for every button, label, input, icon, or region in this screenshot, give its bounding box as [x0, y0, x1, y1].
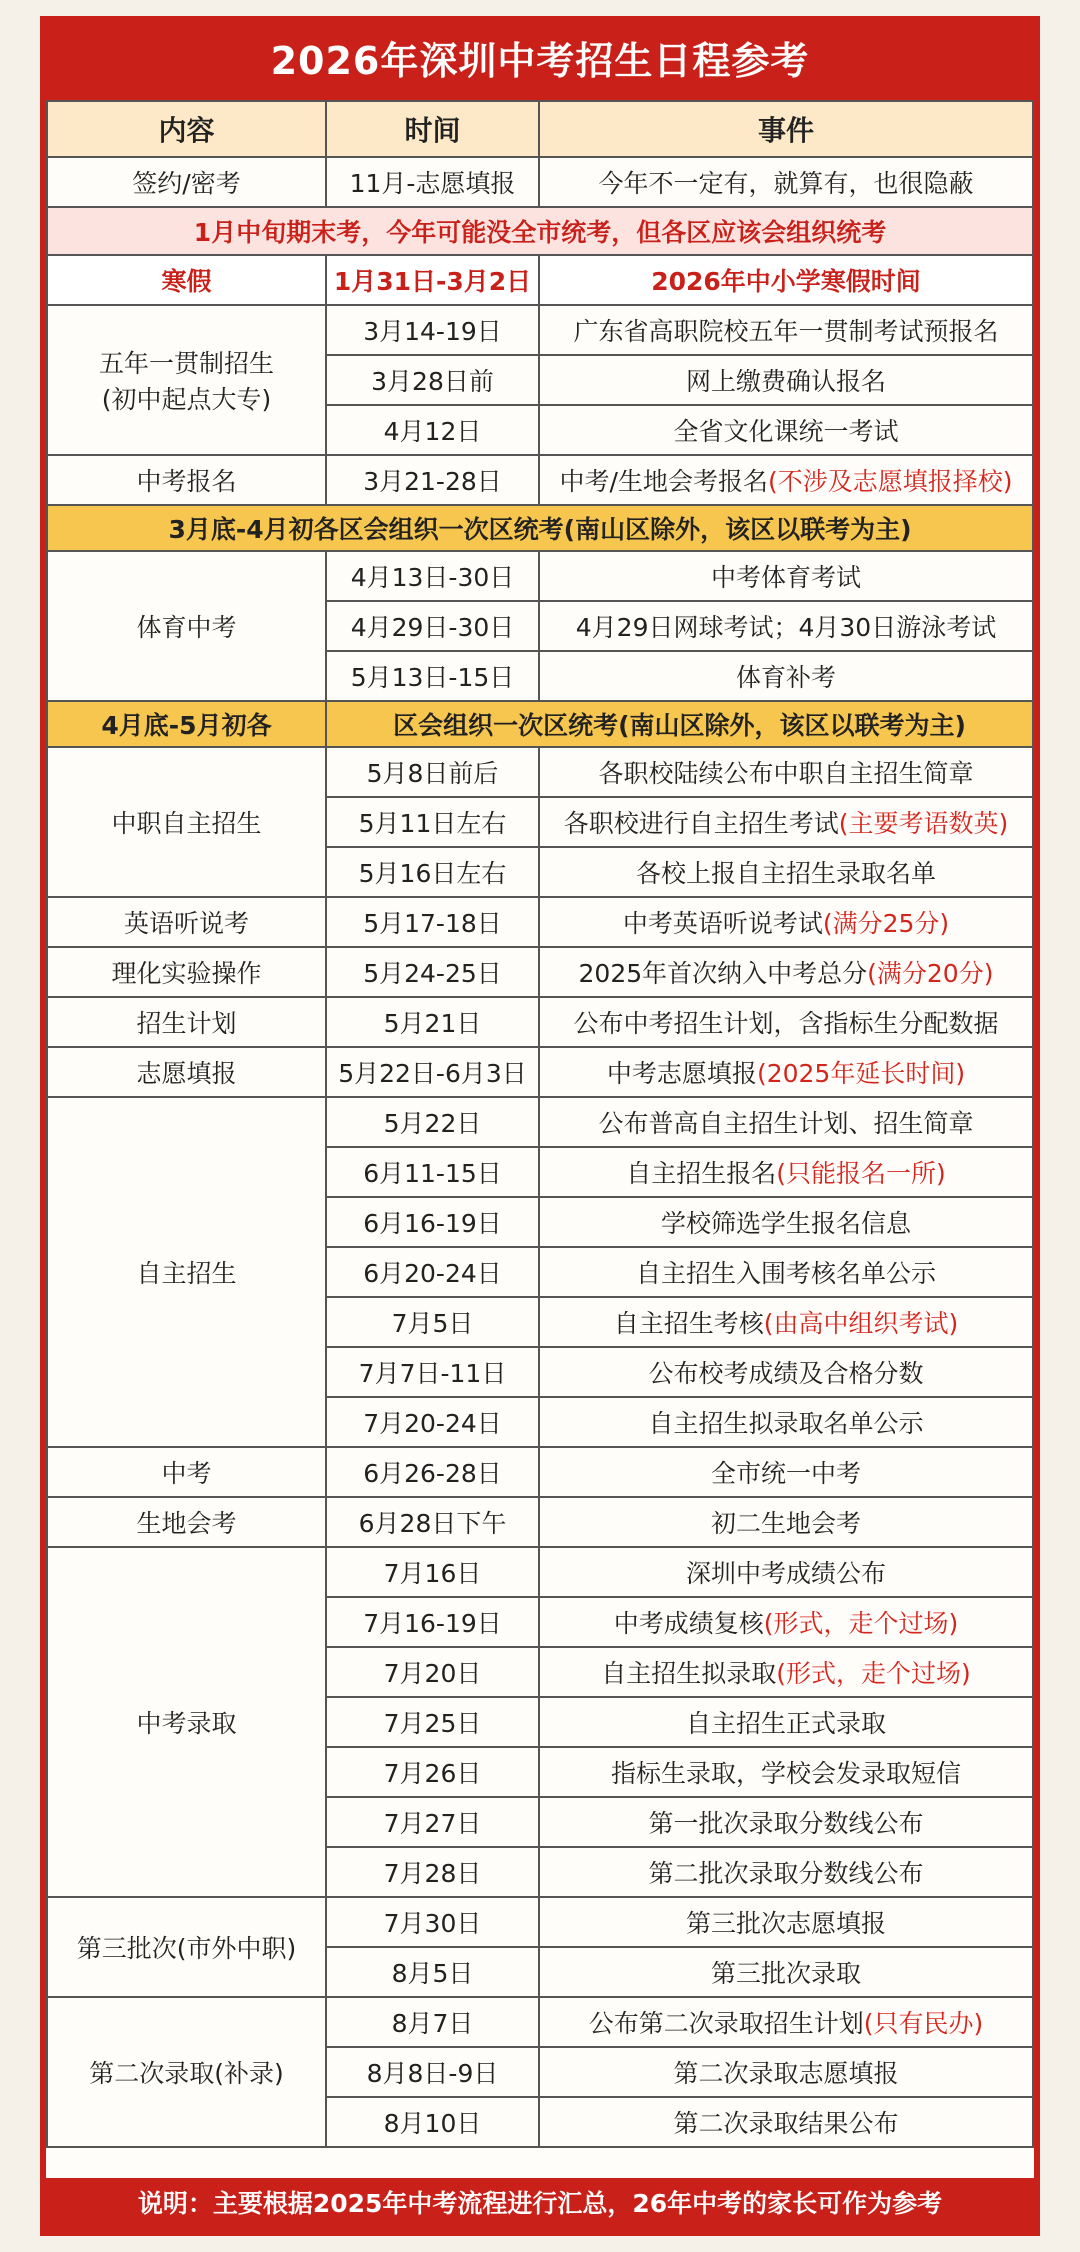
table-row: [47, 1497, 1033, 1547]
banner-text-right: 区会组织一次区统考(南山区除外，该区以联考为主): [326, 701, 1033, 747]
table-row: [47, 1047, 1033, 1097]
table-row: [47, 1097, 1033, 1147]
header-event: 事件: [539, 101, 1033, 157]
header-time: 时间: [326, 101, 539, 157]
row-event: 广东省高职院校五年一贯制考试预报名: [539, 305, 1033, 355]
row-category: 中考报名: [47, 455, 326, 505]
event-text: 自主招生报名: [626, 1159, 777, 1188]
event-note: (形式，走个过场): [776, 1659, 971, 1688]
row-time: 6月20-24日: [326, 1247, 539, 1297]
footer-note: 说明：主要根据2025年中考流程进行汇总，26年中考的家长可作为参考: [46, 2178, 1034, 2230]
row-event: [539, 1197, 1033, 1247]
row-category: 理化实验操作: [47, 947, 326, 997]
table-row: [47, 897, 1033, 947]
row-category: 英语听说考: [47, 897, 326, 947]
row-event: 今年不一定有，就算有，也很隐蔽: [539, 157, 1033, 207]
table-row: [47, 1897, 1033, 1947]
row-time: 5月16日左右: [326, 847, 539, 897]
banner-row: [47, 701, 1033, 747]
row-time: 6月11-15日: [326, 1147, 539, 1197]
row-event: [539, 747, 1033, 797]
row-time: 5月17-18日: [326, 897, 539, 947]
event-text: 自主招生正式录取: [685, 1709, 886, 1738]
header-content: 内容: [47, 101, 326, 157]
schedule-table: [46, 100, 1034, 2148]
table-row: [47, 1447, 1033, 1497]
row-event: [539, 1397, 1033, 1447]
event-text: 各校上报自主招生录取名单: [635, 859, 936, 888]
event-text: 各职校进行自主招生考试: [563, 809, 839, 838]
row-time: 7月7日-11日: [326, 1347, 539, 1397]
row-category: 体育中考: [47, 551, 326, 701]
row-time: 8月7日: [326, 1997, 539, 2047]
row-time: 5月11日左右: [326, 797, 539, 847]
event-text: 指标生录取，学校会发录取短信: [610, 1759, 961, 1788]
row-event: [539, 1997, 1033, 2047]
event-note: (只能报名一所): [776, 1159, 946, 1188]
table-row: [47, 157, 1033, 207]
row-event: [539, 1647, 1033, 1697]
row-time: 7月20-24日: [326, 1397, 539, 1447]
row-category: 自主招生: [47, 1097, 326, 1447]
row-event: [539, 1297, 1033, 1347]
row-time: 7月16-19日: [326, 1597, 539, 1647]
row-time: 7月26日: [326, 1747, 539, 1797]
row-event: [539, 1547, 1033, 1597]
table-row: [47, 1997, 1033, 2047]
row-time: 11月-志愿填报: [326, 157, 539, 207]
banner-text-left: 4月底-5月初各: [47, 701, 326, 747]
table-row: [47, 551, 1033, 601]
row-event: [539, 2097, 1033, 2147]
row-time: 8月5日: [326, 1947, 539, 1997]
row-time: 8月8日-9日: [326, 2047, 539, 2097]
row-time: 6月26-28日: [326, 1447, 539, 1497]
row-event: [539, 2047, 1033, 2097]
table-row: [47, 947, 1033, 997]
row-time: 5月8日前后: [326, 747, 539, 797]
row-event: [539, 847, 1033, 897]
row-time: 5月21日: [326, 997, 539, 1047]
banner-row: [47, 207, 1033, 255]
row-time: 4月29日-30日: [326, 601, 539, 651]
event-text: 中考成绩复核: [613, 1609, 764, 1638]
banner-row: [47, 505, 1033, 551]
row-time: 8月10日: [326, 2097, 539, 2147]
table-row: [47, 747, 1033, 797]
row-time: 5月22日-6月3日: [326, 1047, 539, 1097]
row-time: 1月31日-3月2日: [326, 255, 539, 305]
row-time: 5月24-25日: [326, 947, 539, 997]
row-time: 7月16日: [326, 1547, 539, 1597]
row-event: [539, 1797, 1033, 1847]
table-row: [47, 1547, 1033, 1597]
row-event: [539, 897, 1033, 947]
event-text: 自主招生拟录取: [601, 1659, 777, 1688]
row-category: 寒假: [47, 255, 326, 305]
row-event: [539, 455, 1033, 505]
table-row: [47, 455, 1033, 505]
row-event: 公布中考招生计划，含指标生分配数据: [539, 997, 1033, 1047]
row-time: 7月28日: [326, 1847, 539, 1897]
row-category: 招生计划: [47, 997, 326, 1047]
event-text: 自主招生考核: [613, 1309, 764, 1338]
table-row: [47, 255, 1033, 305]
row-event: [539, 947, 1033, 997]
row-time: 3月14-19日: [326, 305, 539, 355]
row-time: 3月21-28日: [326, 455, 539, 505]
row-category: 第二次录取(补录): [47, 1997, 326, 2147]
row-event: 2026年中小学寒假时间: [539, 255, 1033, 305]
event-text: 第二次录取志愿填报: [673, 2059, 899, 2088]
row-time: 7月5日: [326, 1297, 539, 1347]
row-event: [539, 1847, 1033, 1897]
row-category: 中考: [47, 1447, 326, 1497]
event-text: 自主招生拟录取名单公示: [648, 1409, 924, 1438]
row-category: [47, 305, 326, 455]
banner-text: 3月底-4月初各区会组织一次区统考(南山区除外，该区以联考为主): [47, 505, 1033, 551]
row-category: 签约/密考: [47, 157, 326, 207]
event-text: 各职校陆续公布中职自主招生简章: [598, 759, 974, 788]
row-event: 体育补考: [539, 651, 1033, 701]
table-row: [47, 997, 1033, 1047]
event-text: 中考/生地会考报名: [559, 467, 768, 496]
event-note: (主要考语数英): [838, 809, 1009, 838]
row-event: [539, 1347, 1033, 1397]
event-text: 第一批次录取分数线公布: [648, 1809, 924, 1838]
event-note: (由高中组织考试): [763, 1309, 959, 1338]
event-text: 深圳中考成绩公布: [685, 1559, 886, 1588]
row-event: 中考体育考试: [539, 551, 1033, 601]
row-event: [539, 1097, 1033, 1147]
row-event: [539, 1597, 1033, 1647]
row-event: 第三批次志愿填报: [539, 1897, 1033, 1947]
row-event: [539, 1047, 1033, 1097]
event-text: 公布第二次录取招生计划: [588, 2009, 864, 2038]
event-note: (满分25分): [822, 909, 950, 938]
event-text: 自主招生入围考核名单公示: [635, 1259, 936, 1288]
event-text: 公布普高自主招生计划、招生简章: [598, 1109, 974, 1138]
event-text: 中考英语听说考试: [622, 909, 823, 938]
row-time: 6月28日下午: [326, 1497, 539, 1547]
row-event: [539, 1697, 1033, 1747]
event-text: 第二批次录取分数线公布: [648, 1859, 924, 1888]
category-line: 五年一贯制招生: [98, 349, 274, 378]
event-text: 第二次录取结果公布: [673, 2109, 899, 2138]
row-time: 3月28日前: [326, 355, 539, 405]
row-event: 初二生地会考: [539, 1497, 1033, 1547]
event-note: (只有民办): [863, 2009, 984, 2038]
row-event: 网上缴费确认报名: [539, 355, 1033, 405]
row-time: 7月27日: [326, 1797, 539, 1847]
row-event: 4月29日网球考试；4月30日游泳考试: [539, 601, 1033, 651]
row-event: 全省文化课统一考试: [539, 405, 1033, 455]
row-time: 5月22日: [326, 1097, 539, 1147]
event-text: 中考志愿填报: [606, 1059, 757, 1088]
page-title: 2026年深圳中考招生日程参考: [46, 22, 1034, 100]
row-event: 第三批次录取: [539, 1947, 1033, 1997]
table-row: [47, 305, 1033, 355]
row-category: 中职自主招生: [47, 747, 326, 897]
row-category: 第三批次(市外中职): [47, 1897, 326, 1997]
row-event: [539, 1747, 1033, 1797]
row-time: 7月30日: [326, 1897, 539, 1947]
row-category: 志愿填报: [47, 1047, 326, 1097]
row-event: [539, 1247, 1033, 1297]
row-category: 生地会考: [47, 1497, 326, 1547]
row-category: 中考录取: [47, 1547, 326, 1897]
row-event: 全市统一中考: [539, 1447, 1033, 1497]
category-line: (初中起点大专): [101, 385, 272, 414]
row-time: 7月25日: [326, 1697, 539, 1747]
row-event: [539, 1147, 1033, 1197]
event-text: 学校筛选学生报名信息: [660, 1209, 911, 1238]
row-event: [539, 797, 1033, 847]
event-text: 2025年首次纳入中考总分: [578, 959, 868, 988]
banner-text: 1月中旬期末考，今年可能没全市统考，但各区应该会组织统考: [47, 207, 1033, 255]
row-time: 6月16-19日: [326, 1197, 539, 1247]
row-time: 4月13日-30日: [326, 551, 539, 601]
event-note: (不涉及志愿填报择校): [767, 467, 1013, 496]
table-header: [47, 101, 1033, 157]
row-time: 5月13日-15日: [326, 651, 539, 701]
event-note: (满分20分): [867, 959, 994, 988]
event-note: (2025年延长时间): [756, 1059, 966, 1088]
event-note: (形式，走个过场): [763, 1609, 959, 1638]
row-time: 4月12日: [326, 405, 539, 455]
schedule-frame: [40, 16, 1040, 2236]
event-text: 公布校考成绩及合格分数: [648, 1359, 924, 1388]
row-time: 7月20日: [326, 1647, 539, 1697]
